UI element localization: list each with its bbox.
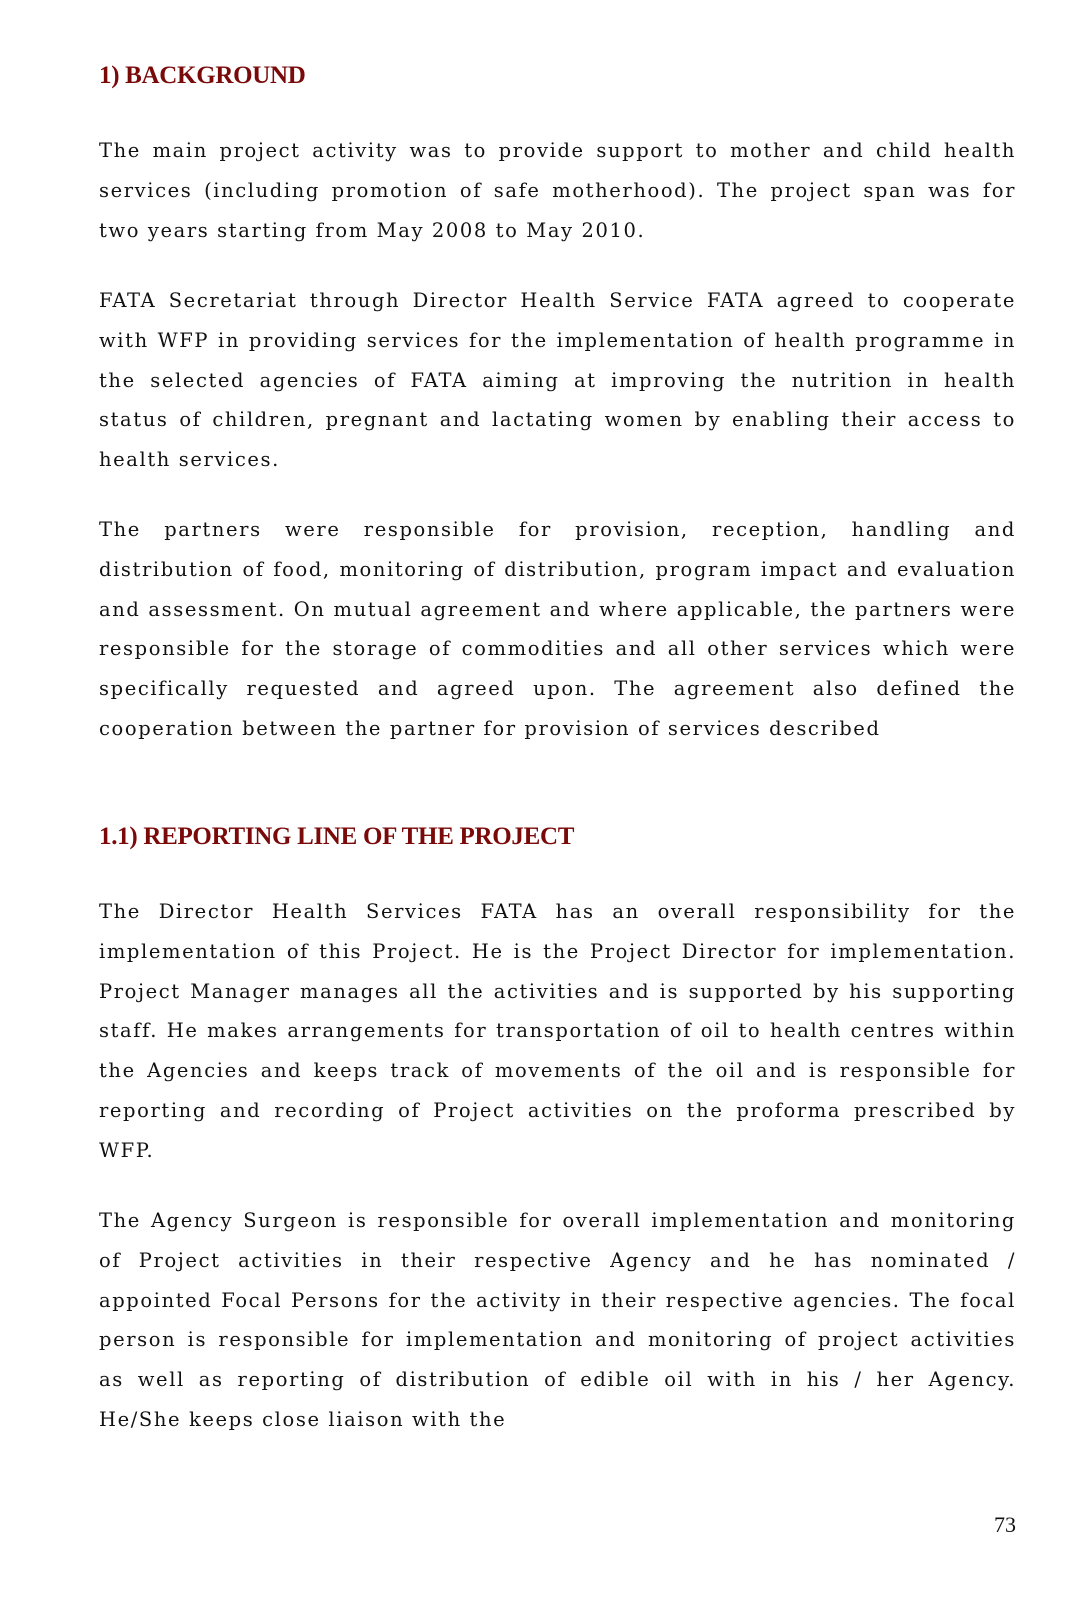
paragraph-partners-responsibilities: The partners were responsible for provision, reception, handling and distribution of food, monitoring of distribution, program impact and evaluation and assessment. On mutual agreement and where applicable, the partners were responsible for the storage of commodities and all other services which were specifically requested and agreed upon. The agreement also defined the cooperation between the partner for provision of services described — [99, 518, 1016, 740]
section-heading-background: 1) BACKGROUND — [99, 62, 306, 89]
page-number: 73 — [994, 1512, 1016, 1537]
section-heading-reporting-line: 1.1) REPORTING LINE OF THE PROJECT — [99, 823, 575, 850]
paragraph-fata-secretariat: FATA Secretariat through Director Health Service FATA agreed to cooperate with WFP in providing services for the implementation of health programme in the selected agencies of FATA aiming at improving the nutrition in health status of children, pregnant and lactating women by enabling their access to health services. — [99, 289, 1016, 472]
paragraph-director-health-services: The Director Health Services FATA has an overall responsibility for the implementation of this Project. He is the Project Director for implementation. Project Manager manages all the activities and is supported by his supporting staff. He makes arrangements for transportation of oil to health centres within the Agencies and keeps track of movements of the oil and is responsible for reporting and recording of Project activities on the proforma prescribed by WFP. — [99, 900, 1016, 1162]
paragraph-agency-surgeon: The Agency Surgeon is responsible for overall implementation and monitoring of Project activities in their respective Agency and he has nominated / appointed Focal Persons for the activity in their respective agencies. The focal person is responsible for implementation and monitoring of project activities as well as reporting of distribution of edible oil with in his / her Agency. He/She keeps close liaison with the — [99, 1209, 1016, 1431]
paragraph-project-activity: The main project activity was to provide support to mother and child health services (including promotion of safe motherhood). The project span was for two years starting from May 2008 to May 2010. — [99, 139, 1016, 242]
